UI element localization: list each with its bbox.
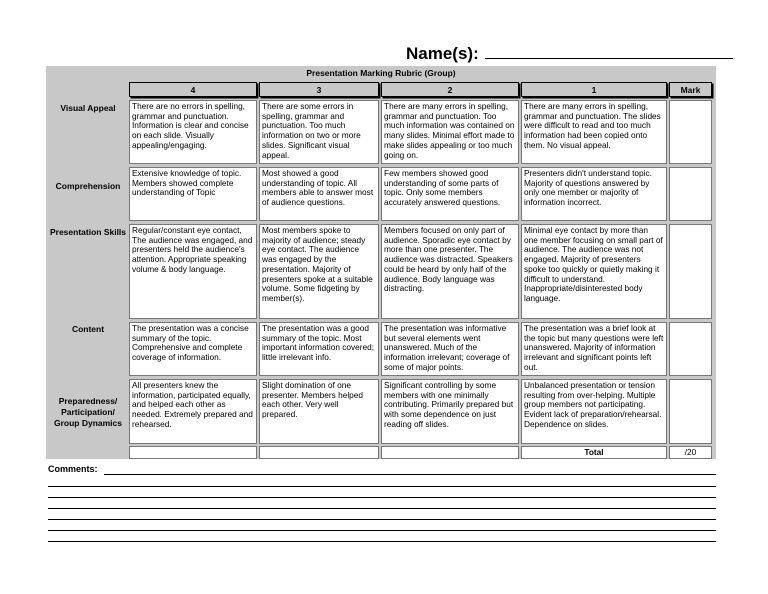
cell-presentation-skills-2: Members focused on only part of audience. Sporadic eye contact by more than one presenter. The audience was distracted. Speakers could be heard by only half of the audience. Body language was distracting. [381,224,519,319]
total-row-blank-2 [381,446,519,459]
comment-line-6[interactable] [48,530,716,531]
cell-comprehension-3: Most showed a good understanding of topic. All members able to answer most of audience questions. [259,167,379,221]
mark-cell-content[interactable] [669,322,712,376]
total-row-blank-4 [129,446,257,459]
row-label-presentation-skills: Presentation Skills [49,227,127,237]
name-line [406,44,733,64]
cell-visual-appeal-3: There are some errors in spelling, grammar and punctuation. Too much information on two or more slides. Significant visual appeal. [259,100,379,164]
comment-line-2[interactable] [48,486,716,487]
column-header-2: 2 [381,82,519,97]
cell-preparedness-1: Unbalanced presentation or tension resulting from over-helping. Multiple group members not participating. Evident lack of preparation/rehearsal. Dependence on slides. [521,379,667,444]
total-label: Total [521,446,667,459]
cell-preparedness-4: All presenters knew the information, participated equally, and helped each other as needed. Extremely prepared and rehearsed. [129,379,257,444]
mark-cell-visual-appeal[interactable] [669,100,712,164]
cell-comprehension-1: Presenters didn't understand topic. Majority of questions answered by only one member or majority of information incorrect. [521,167,667,221]
comment-line-5[interactable] [48,519,716,520]
comment-line-1[interactable] [104,474,716,475]
cell-presentation-skills-1: Minimal eye contact by more than one member focusing on small part of audience. The audience was not engaged. Majority of presenters spoke too quickly or quietly making it difficult to understand. Inappropriate/disinterested body language. [521,224,667,319]
cell-preparedness-3: Slight domination of one presenter. Members helped each other. Very well prepared. [259,379,379,444]
name-blank[interactable] [485,44,733,59]
cell-preparedness-2: Significant controlling by some members with one minimally contributing. Primarily prepared but with some dependence on just reading off slides. [381,379,519,444]
rubric-title: Presentation Marking Rubric (Group) [306,68,456,78]
comment-line-7[interactable] [48,541,716,542]
cell-content-1: The presentation was a brief look at the topic but many questions were left unanswered. Majority of information irrelevant and significant points left out. [521,322,667,376]
cell-visual-appeal-2: There are many errors in spelling, grammar and punctuation. Too much information was contained on many slides. Minimal effort made to make slides appealing or too much going on. [381,100,519,164]
total-row-blank-3 [259,446,379,459]
cell-presentation-skills-3: Most members spoke to majority of audience; steady eye contact. The audience was engaged by the presentation. Majority of presenters spoke at a suitable volume. Some fidgeting by member(s). [259,224,379,319]
comments-label: Comments: [48,464,98,474]
column-header-1: 1 [521,82,667,97]
name-label: Name(s): [406,44,484,63]
row-label-preparedness: Preparedness/ Participation/ Group Dynamics [53,396,123,428]
mark-cell-preparedness[interactable] [669,379,712,444]
cell-presentation-skills-4: Regular/constant eye contact, The audience was engaged, and presenters held the audience's attention. Appropriate speaking volume & body language. [129,224,257,319]
comment-line-3[interactable] [48,497,716,498]
cell-content-3: The presentation was a good summary of the topic. Most important information covered; little irrelevant info. [259,322,379,376]
row-label-content: Content [71,324,105,334]
cell-visual-appeal-4: There are no errors in spelling, grammar and punctuation. Information is clear and concise on each slide. Visually appealing/engaging. [129,100,257,164]
column-header-mark: Mark [669,82,712,97]
cell-comprehension-4: Extensive knowledge of topic. Members showed complete understanding of Topic [129,167,257,221]
column-header-3: 3 [259,82,379,97]
mark-cell-presentation-skills[interactable] [669,224,712,319]
total-mark[interactable]: /20 [669,446,712,459]
cell-content-4: The presentation was a concise summary of the topic. Comprehensive and complete coverage of information. [129,322,257,376]
cell-comprehension-2: Few members showed good understanding of some parts of topic. Only some members accurately answered questions. [381,167,519,221]
cell-content-2: The presentation was informative but several elements went unanswered. Much of the information irrelevant; coverage of some of major points. [381,322,519,376]
row-label-visual-appeal: Visual Appeal [60,103,116,113]
cell-visual-appeal-1: There are many errors in spelling, grammar and punctuation. The slides were difficult to read and too much information had been copied onto them. No visual appeal. [521,100,667,164]
column-header-4: 4 [129,82,257,97]
mark-cell-comprehension[interactable] [669,167,712,221]
comment-line-4[interactable] [48,508,716,509]
row-label-comprehension: Comprehension [55,181,121,191]
